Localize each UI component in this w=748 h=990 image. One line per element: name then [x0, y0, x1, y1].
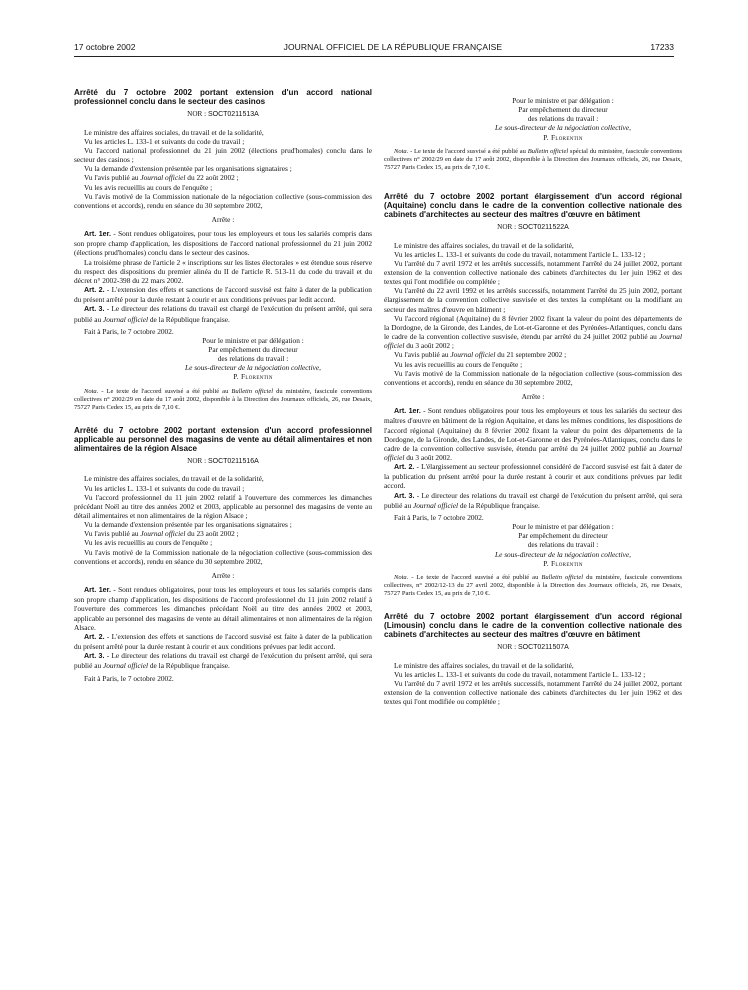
signature-line: des relations du travail :: [527, 540, 599, 550]
signature-line: des relations du travail :: [217, 354, 289, 364]
article-1: Art. 1er. - Sont rendues obligatoires, pour tous les employeurs et tous les salariés compris dans son propre champ d'application, les dispositions de l'accord professionnel du 11 juin 2002 relatif à l'ouverture des commerces les dimanches précédant Noël au titre des années 2002 et 2003, applicable au personnel des magasins de vente au détail alimentaires et non alimentaires de la région Alsace.: [74, 585, 372, 632]
section-gap: [74, 412, 372, 426]
fait-a-paris: Fait à Paris, le 7 octobre 2002.: [394, 512, 484, 522]
decree-title: Arrêté du 7 octobre 2002 portant extension d'un accord national professionnel conclu dans le secteur des casinos: [74, 88, 372, 107]
arrete-heading: Arrête :: [521, 392, 545, 402]
paragraph: Le ministre des affaires sociales, du travail et de la solidarité,: [84, 127, 264, 137]
nor-reference: NOR : SOCT0211522A: [497, 223, 569, 232]
decree-casinos: [74, 88, 372, 412]
paragraph: Vu les articles L. 133-1 et suivants du code du travail, notamment l'article L. 133-12 ;: [394, 669, 646, 679]
header-date: 17 octobre 2002: [74, 42, 136, 52]
nota: Nota. - Le texte de l'accord susvisé a été publié au Bulletin officiel du ministère, fascicule conventions collectives n° 2002/29 en date du 17 août 2002, disponible à la Direction des Journaux officiels, 26, rue Desaix, 75727 Paris Cedex 15, au prix de 7,10 €.: [74, 387, 372, 411]
signature-name: P. Florentin: [233, 372, 273, 382]
left-column: [74, 88, 372, 683]
page-header: [74, 40, 674, 54]
signature-line: Le sous-directeur de la négociation collective,: [495, 549, 631, 559]
header-page-number: 17233: [650, 42, 674, 52]
paragraph: Vu l'avis publié au Journal officiel du 23 août 2002 ;: [84, 529, 239, 539]
article-1: Art. 1er. - Sont rendues obligatoires pour tous les employeurs et tous les salariés du secteur des maîtres d'œuvre en bâtiment de la région Aquitaine, et dans les mêmes conditions, les dispositions de l'accord régional (Aquitaine) du 8 février 2002 fixant la valeur du point des départements de la Dordogne, de la Gironde, des Landes, de Lot-et-Garonne et des Pyrénées-Atlantiques, conclu dans le cadre de la convention collective susvisée, étendu par arrêté du 24 juillet 2002 publié au Journal officiel du 3 août 2002.: [384, 406, 683, 462]
signature-line: Pour le ministre et par délégation :: [202, 335, 304, 345]
paragraph: Vu les avis recueillis au cours de l'enquête ;: [394, 359, 523, 369]
paragraph: Le ministre des affaires sociales, du travail et de la solidarité,: [394, 660, 574, 670]
paragraph: Vu les articles L. 133-1 et suivants du code du travail ;: [84, 483, 245, 493]
paragraph: Vu l'accord régional (Aquitaine) du 8 février 2002 fixant la valeur du point des départements de la Dordogne, de la Gironde, des Landes, de Lot-et-Garonne et des Pyrénées-Atlantiques, conclu dans le cadre de la convention collective susvisée, étendu par arrêté du 24 juillet 2002 publié au Journal officiel du 3 août 2002 ;: [384, 313, 682, 351]
paragraph: Vu l'accord national professionnel du 21 juin 2002 (élections prud'homales) conclu dans le secteur des casinos ;: [74, 145, 372, 165]
paragraph: Vu l'avis motivé de la Commission nationale de la négociation collective (sous-commission des conventions et accords), rendu en séance du 30 septembre 2002,: [74, 547, 372, 566]
paragraph: Le ministre des affaires sociales, du travail et de la solidarité,: [394, 240, 574, 250]
paragraph: Vu l'avis publié au Journal officiel du 22 août 2002 ;: [84, 173, 239, 183]
section-gap: [384, 172, 682, 192]
continued-signature: [384, 96, 682, 172]
nota: Nota. - Le texte de l'accord susvisé a été publié au Bulletin officiel spécial du ministère, fascicule conventions collectives n° 2002/29 en date du 17 août 2002, disponible à la Direction des Journaux officiels, 26, rue Desaix, 75727 Paris Cedex 15, au prix de 7,10 €.: [384, 147, 682, 171]
paragraph: Vu les avis recueillis au cours de l'enquête ;: [84, 538, 213, 548]
nota: Nota. - Le texte de l'accord susvisé a été publié au Bulletin officiel du ministère, fascicule conventions collectives, n° 2002/12-13 du 27 avril 2002, disponible à la Direction des Journaux officiels, 26, rue Desaix, 75727 Paris Cedex 15, au prix de 7,10 €.: [384, 573, 682, 597]
decree-limousin: [384, 612, 682, 707]
paragraph: Vu la demande d'extension présentée par les organisations signataires ;: [84, 520, 292, 530]
fait-a-paris: Fait à Paris, le 7 octobre 2002.: [84, 326, 174, 336]
article-2: Art. 2. - L'élargissement au secteur professionnel considéré de l'accord susvisé est fait à dater de la publication du présent arrêté pour la durée restant à courir et aux conditions prévues par ledit accord.: [384, 462, 682, 491]
paragraph: Vu l'avis motivé de la Commission nationale de la négociation collective (sous-commission des conventions et accords), rendu en séance du 30 septembre 2002,: [384, 368, 682, 387]
header-title: JOURNAL OFFICIEL DE LA RÉPUBLIQUE FRANÇAISE: [283, 42, 503, 52]
paragraph: Vu l'accord professionnel du 11 juin 2002 relatif à l'ouverture des commerces les dimanches précédant Noël au titre des années 2002 et 2003, applicable au personnel des magasins de vente au détail alimentaires et non alimentaires de la région Alsace ;: [74, 492, 372, 521]
paragraph: Vu l'arrêté du 22 avril 1992 et les arrêtés successifs, notamment l'arrêté du 25 juin 2002, portant élargissement de la convention collective susvisée et des textes la complétant ou la modifiant au secteur des maîtres d'œuvre en bâtiment ;: [384, 286, 682, 314]
signature-line: Par empêchement du directeur: [518, 105, 608, 115]
article-2: Art. 2. - L'extension des effets et sanctions de l'accord susvisé est faite à dater de la publication du présent arrêté pour la durée restant à courir et aux conditions prévues par ledit accord.: [74, 631, 372, 652]
paragraph: Vu les articles L. 133-1 et suivants du code du travail, notamment l'article L. 133-12 ;: [394, 249, 646, 259]
paragraph: Vu les avis recueillis au cours de l'enquête ;: [84, 182, 213, 192]
article-2: Art. 2. - L'extension des effets et sanctions de l'accord susvisé est faite à dater de la publication du présent arrêté pour la durée restant à courir et aux conditions prévues par ledit accord.: [74, 285, 372, 305]
article-3: Art. 3. - Le directeur des relations du travail est chargé de l'exécution du présent arrêté, qui sera publié au Journal officiel de la République française.: [74, 651, 372, 671]
signature-line: des relations du travail :: [527, 114, 599, 124]
article-1: Art. 1er. - Sont rendues obligatoires, pour tous les employeurs et tous les salariés compris dans son propre champ d'application, les dispositions de l'accord national professionnel du 21 juin 2002 (élections prud'homales) conclu dans le secteur des casinos.: [74, 229, 372, 258]
signature-name: P. Florentin: [543, 132, 583, 142]
section-gap: [384, 598, 682, 612]
article-3: Art. 3. - Le directeur des relations du travail est chargé de l'exécution du présent arrêté, qui sera publié au Journal officiel de la République française.: [384, 490, 682, 510]
signature-line: Par empêchement du directeur: [208, 345, 298, 354]
nor-reference: NOR : SOCT0211516A: [187, 457, 259, 466]
arrete-heading: Arrête :: [211, 570, 235, 580]
signature-line: Par empêchement du directeur: [518, 531, 608, 541]
signature-line: Le sous-directeur de la négociation collective,: [185, 363, 321, 373]
paragraph: La troisième phrase de l'article 2 « inscriptions sur les listes électorales » est étendue sous réserve du respect des dispositions du premier alinéa du II de l'article R. 513-11 du code du travail et du décret n° 2002-398 du 22 mars 2002.: [74, 257, 372, 285]
paragraph: Vu l'avis motivé de la Commission nationale de la négociation collective (sous-commission des conventions et accords), rendu en séance du 30 septembre 2002,: [74, 191, 372, 210]
paragraph: Vu les articles L. 133-1 et suivants du code du travail ;: [84, 136, 245, 146]
paragraph: Le ministre des affaires sociales, du travail et de la solidarité,: [84, 474, 264, 484]
right-column: [384, 96, 682, 706]
signature-line: Le sous-directeur de la négociation collective,: [495, 123, 631, 133]
fait-a-paris: Fait à Paris, le 7 octobre 2002.: [84, 673, 174, 683]
signature-line: Pour le ministre et par délégation :: [512, 96, 614, 105]
paragraph: Vu l'arrêté du 7 avril 1972 et les arrêtés successifs, notamment l'arrêté du 24 juillet 2002, portant extension de la convention collective nationale des cabinets d'architectes du 1er juin 1962 et des textes qui l'ont modifiée ou complétée ;: [384, 258, 682, 287]
decree-alsace: [74, 426, 372, 683]
nor-reference: NOR : SOCT0211507A: [497, 643, 569, 652]
decree-aquitaine: [384, 192, 682, 598]
signature-name: P. Florentin: [543, 558, 583, 568]
paragraph: Vu la demande d'extension présentée par les organisations signataires ;: [84, 164, 292, 174]
article-3: Art. 3. - Le directeur des relations du travail est chargé de l'exécution du présent arrêté, qui sera publié au Journal officiel de la République française.: [74, 304, 372, 324]
arrete-heading: Arrête :: [211, 214, 235, 224]
header-rule: [74, 56, 674, 57]
decree-title: Arrêté du 7 octobre 2002 portant extension d'un accord professionnel applicable au personnel des magasins de vente au détail alimentaires et non alimentaires de la région Alsace: [74, 425, 372, 454]
nor-reference: NOR : SOCT0211513A: [187, 110, 259, 119]
decree-title: Arrêté du 7 octobre 2002 portant élargissement d'un accord régional (Limousin) conclu dans le cadre de la convention collective nationale des cabinets d'architectes au secteur des maîtres d'œuvre en bâtiment: [384, 611, 682, 640]
paragraph: Vu l'avis publié au Journal officiel du 21 septembre 2002 ;: [394, 350, 567, 360]
decree-title: Arrêté du 7 octobre 2002 portant élargissement d'un accord régional (Aquitaine) conclu dans le cadre de la convention collective nationale des cabinets d'architectes au secteur des maîtres d'œuvre en bâtiment: [384, 191, 682, 220]
signature-line: Pour le ministre et par délégation :: [512, 522, 614, 532]
paragraph: Vu l'arrêté du 7 avril 1972 et les arrêtés successifs, notamment l'arrêté du 24 juillet 2002, portant extension de la convention collective nationale des cabinets d'architectes du 1er juin 1962 et des textes qui l'ont modifiée ou complétée ;: [384, 678, 682, 707]
